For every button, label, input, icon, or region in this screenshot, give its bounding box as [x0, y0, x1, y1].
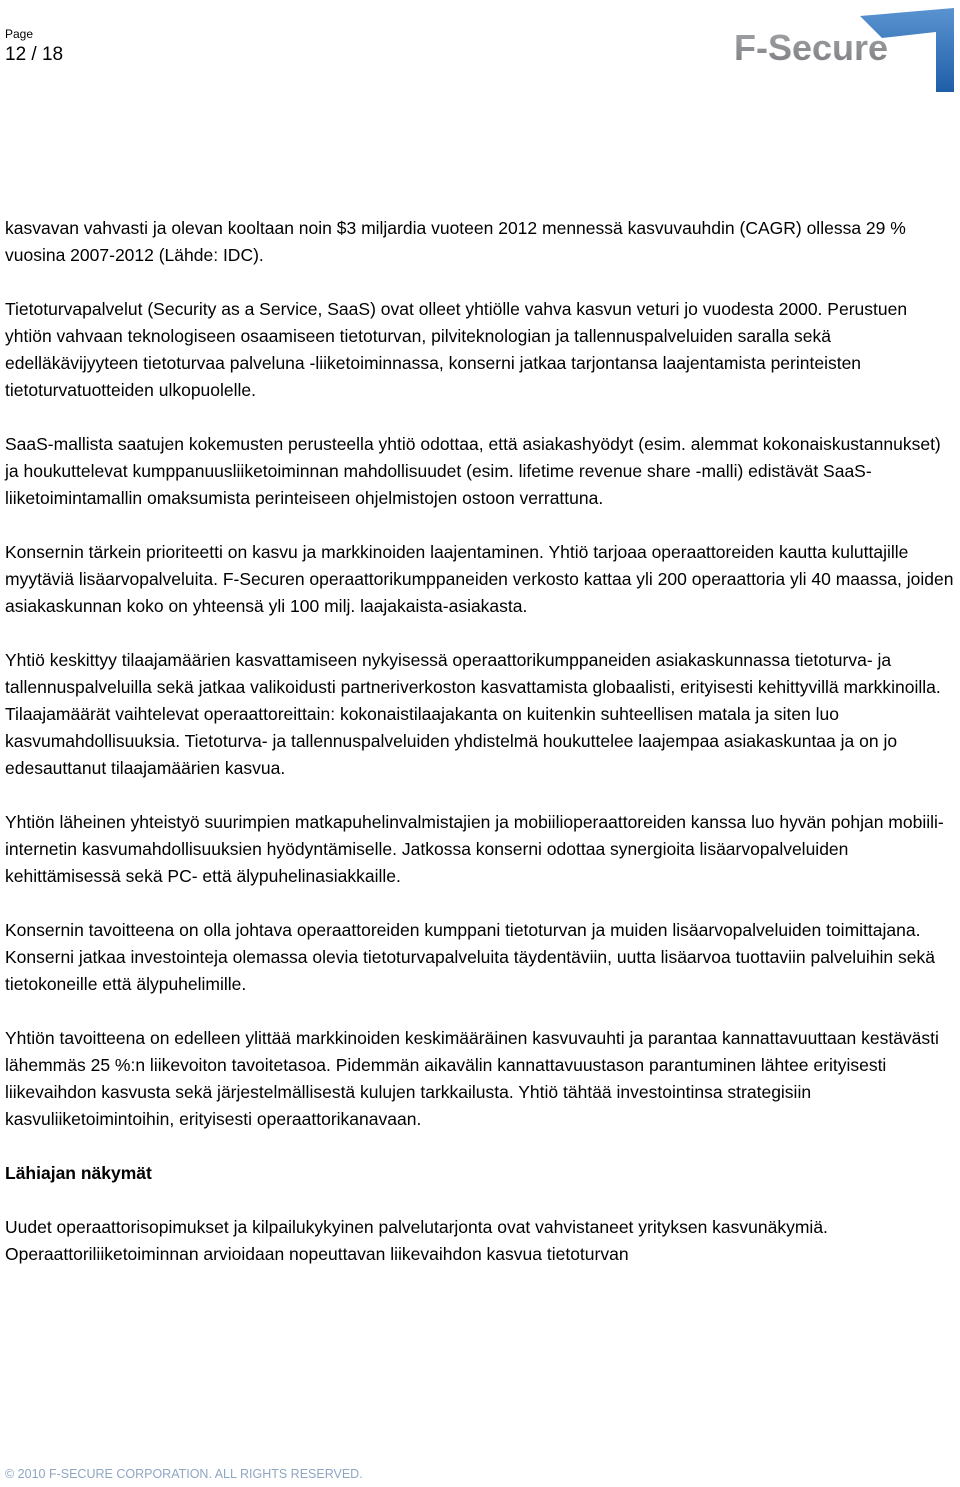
paragraph: Konsernin tärkein prioriteetti on kasvu ja markkinoiden laajentaminen. Yhtiö tarjoaa operaattoreiden kautta kuluttajille myytäviä lisäarvopalveluita. F-Securen operaattorikumppaneiden verkosto kattaa yli 200 operaattoria yli 40 maassa, joiden asiakaskunnan koko on yhteensä yli 100 milj. laajakaista-asiakasta. — [5, 542, 954, 616]
logo-wordmark: F-Secure — [734, 27, 889, 68]
page-number: 12 / 18 — [5, 44, 64, 65]
paragraph: Uudet operaattorisopimukset ja kilpailukykyinen palvelutarjonta ovat vahvistaneet yrityksen kasvunäkymiä. Operaattoriliiketoiminnan arvioidaan nopeuttavan liikevaihdon kasvua tietoturvan — [5, 1217, 828, 1264]
page-label: Page — [5, 27, 34, 41]
section-heading: Lähiajan näkymät — [5, 1163, 152, 1183]
paragraph: Yhtiön läheinen yhteistyö suurimpien matkapuhelinvalmistajien ja mobiilioperaattoreiden kanssa luo hyvän pohjan mobiili-internetin kasvumahdollisuuksien hyödyntämiselle. Jatkossa konserni odottaa synergioita lisäarvopalveluiden kehittämisessä sekä PC- että älypuhelinasiakkaille. — [5, 812, 944, 886]
paragraph: Yhtiön tavoitteena on edelleen ylittää markkinoiden keskimääräinen kasvuvauhti ja parantaa kannattavuuttaan kestävästi lähemmäs 25 %:n liikevoiton tavoitetasoa. Pidemmän aikavälin kannattavuustason parantuminen lähtee erityisesti liikevaihdon kasvusta sekä järjestelmällisestä kulujen tarkkailusta. Yhtiö tähtää investointinsa strategisiin kasvuliiketoimintoihin, erityisesti operaattorikanavaan. — [5, 1028, 939, 1129]
paragraph: Yhtiö keskittyy tilaajamäärien kasvattamiseen nykyisessä operaattorikumppaneiden asiakaskunnassa tietoturva- ja tallennuspalveluilla sekä jatkaa valikoidusti partneriverkoston kasvattamista globaalisti, erityisesti kehittyvillä markkinoilla. Tilaajamäärät vaihtelevat operaattoreittain: kokonaistilaajakanta on kuitenkin suhteellisen matala ja siten luo kasvumahdollisuuksia. Tietoturva- ja tallennuspalveluiden yhdistelmä houkuttelee laajempaa asiakaskuntaa ja on jo edesauttanut tilaajamäärien kasvua. — [5, 650, 941, 778]
paragraph: Tietoturvapalvelut (Security as a Service, SaaS) ovat olleet yhtiölle vahva kasvun veturi jo vuodesta 2000. Perustuen yhtiön vahvaan teknologiseen osaamiseen tietoturvan, pilviteknologian ja tallennuspalveluiden saralla sekä edelläkävijyyteen tietoturvaa palveluna -liiketoiminnassa, konserni jatkaa tarjontansa laajentamista perinteisten tietoturvatuotteiden ulkopuolelle. — [5, 299, 908, 400]
document-body — [5, 215, 955, 1295]
paragraph: kasvavan vahvasti ja olevan kooltaan noin $3 miljardia vuoteen 2012 mennessä kasvuvauhdin (CAGR) ollessa 29 % vuosina 2007-2012 (Lähde: IDC). — [5, 218, 906, 265]
f-secure-logo — [732, 6, 958, 92]
footer-copyright: © 2010 F-SECURE CORPORATION. ALL RIGHTS RESERVED. — [5, 1467, 363, 1481]
paragraph: Konsernin tavoitteena on olla johtava operaattoreiden kumppani tietoturvan ja muiden lisäarvopalveluiden toimittajana. Konserni jatkaa investointeja olemassa olevia tietoturvapalveluita täydentäviin, uutta lisäarvoa tuottaviin palveluihin sekä tietokoneille että älypuhelimille. — [5, 920, 935, 994]
paragraph: SaaS-mallista saatujen kokemusten perusteella yhtiö odottaa, että asiakashyödyt (esim. alemmat kokonaiskustannukset) ja houkuttelevat kumppanuusliiketoiminnan mahdollisuudet (esim. lifetime revenue share -malli) edistävät SaaS-liiketoimintamallin omaksumista perinteiseen ohjelmistojen ostoon verrattuna. — [5, 434, 941, 508]
